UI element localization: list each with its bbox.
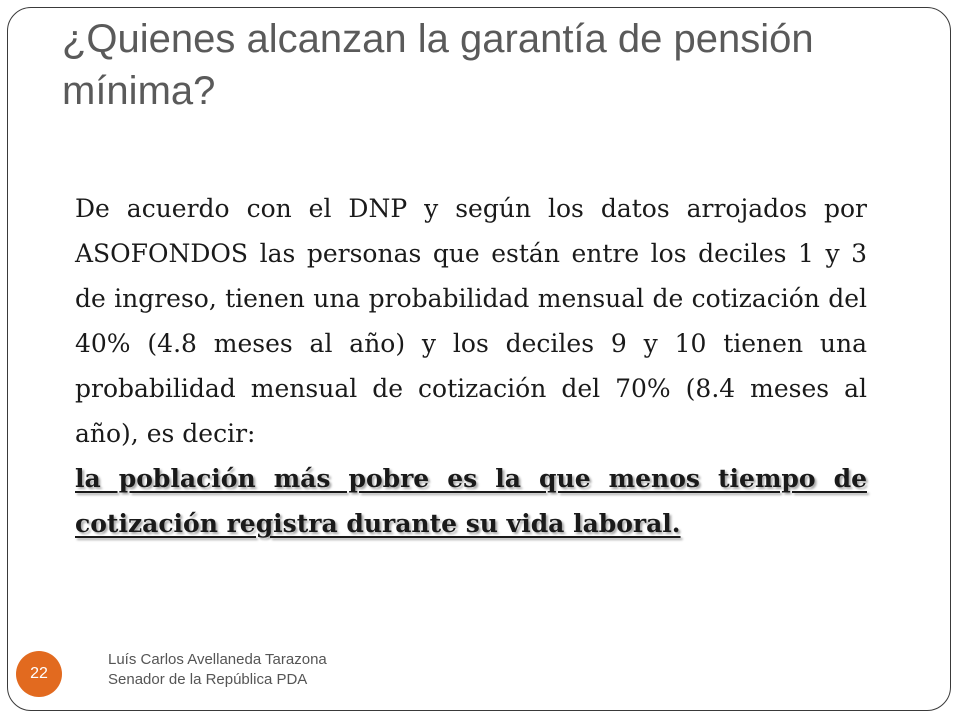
body-paragraph: De acuerdo con el DNP y según los datos arrojados por ASOFONDOS las personas que están entre los deciles 1 y 3 de ingreso, tienen una probabilidad mensual de cotización del 40% (4.8 meses al año) y los deciles 9 y 10 tienen una probabilidad mensual de cotización del 70% (8.4 meses al año), es decir: (75, 194, 867, 448)
page-number-badge: 22 (16, 651, 62, 697)
footer (108, 650, 327, 690)
footer-author: Luís Carlos Avellaneda Tarazona (108, 651, 327, 668)
slide-body (75, 186, 867, 546)
slide-title: ¿Quienes alcanzan la garantía de pensión mínima? (62, 17, 814, 113)
emphasis-statement: la población más pobre es la que menos tiempo de cotización registra durante su vida laboral. (75, 464, 867, 538)
footer-role: Senador de la República PDA (108, 671, 308, 688)
